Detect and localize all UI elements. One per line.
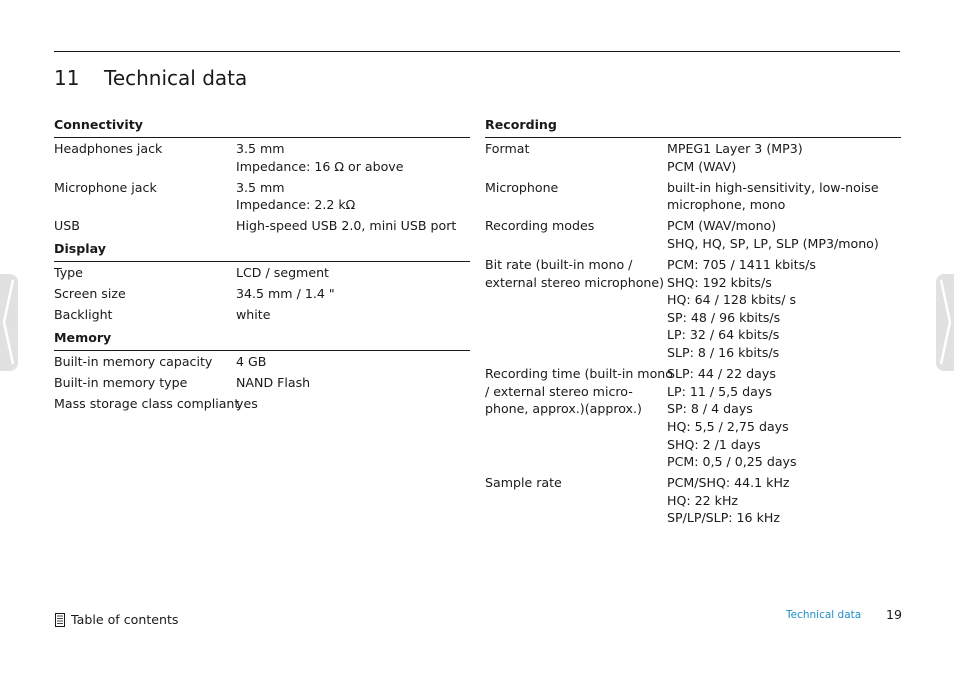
spec-value bbox=[236, 374, 470, 392]
spec-label bbox=[485, 179, 667, 214]
spec-value bbox=[236, 264, 470, 282]
spec-row bbox=[54, 217, 470, 235]
header-rule bbox=[54, 51, 900, 52]
spec-label-line: Backlight bbox=[54, 307, 113, 323]
chapter-title: Technical data bbox=[104, 66, 248, 90]
spec-value-line: Impedance: 16 Ω or above bbox=[236, 158, 404, 174]
spec-value-line: microphone, mono bbox=[667, 197, 786, 213]
spec-label bbox=[485, 140, 667, 175]
spec-label-line: phone, approx.)(approx.) bbox=[485, 401, 642, 417]
spec-label bbox=[54, 179, 236, 214]
spec-value-line: 34.5 mm / 1.4 " bbox=[236, 286, 335, 302]
chevron-right-icon bbox=[936, 274, 954, 371]
spec-row bbox=[485, 474, 901, 527]
spec-value-line: PCM/SHQ: 44.1 kHz bbox=[667, 475, 790, 491]
spec-value-line: yes bbox=[236, 395, 258, 411]
section-memory bbox=[54, 330, 470, 413]
spec-value-line: High-speed USB 2.0, mini USB port bbox=[236, 218, 457, 234]
spec-value-line: SP: 48 / 96 kbits/s bbox=[667, 309, 781, 325]
table-of-contents-label: Table of contents bbox=[71, 612, 179, 627]
spec-label bbox=[485, 256, 667, 362]
spec-value-line: 4 GB bbox=[236, 353, 267, 369]
spec-row bbox=[54, 306, 470, 324]
spec-row bbox=[485, 179, 901, 214]
spec-row bbox=[54, 179, 470, 214]
spec-label bbox=[485, 365, 673, 471]
spec-value bbox=[236, 306, 470, 324]
section-heading: Recording bbox=[485, 117, 901, 138]
spec-label bbox=[54, 374, 236, 392]
spec-label bbox=[54, 395, 240, 413]
section-recording bbox=[485, 117, 901, 527]
spec-label bbox=[54, 285, 236, 303]
spec-value-line: 3.5 mm bbox=[236, 141, 285, 156]
spec-value-line: SLP: 8 / 16 kbits/s bbox=[667, 345, 780, 361]
spec-value-line: built-in high-sensitivity, low-noise bbox=[667, 179, 879, 195]
spec-value bbox=[667, 140, 901, 175]
spec-value bbox=[667, 179, 901, 214]
spec-row bbox=[54, 395, 470, 413]
spec-value-line: HQ: 5,5 / 2,75 days bbox=[667, 418, 789, 434]
spec-label-line: Bit rate (built-in mono / bbox=[485, 257, 633, 273]
spec-row bbox=[485, 217, 901, 252]
section-heading: Display bbox=[54, 241, 470, 262]
table-of-contents-link[interactable] bbox=[55, 612, 179, 627]
spec-label bbox=[54, 264, 236, 282]
spec-label-line: Microphone jack bbox=[54, 179, 157, 195]
spec-row bbox=[54, 285, 470, 303]
spec-value-line: LP: 32 / 64 kbits/s bbox=[667, 327, 780, 343]
section-display bbox=[54, 241, 470, 324]
spec-label-line: Microphone bbox=[485, 179, 559, 195]
spec-label-line: Screen size bbox=[54, 286, 126, 302]
footer-section-link[interactable]: Technical data bbox=[786, 609, 862, 621]
chapter-number: 11 bbox=[54, 66, 80, 90]
spec-value-line: HQ: 22 kHz bbox=[667, 492, 739, 508]
spec-row bbox=[54, 264, 470, 282]
spec-value bbox=[236, 353, 470, 371]
left-column bbox=[54, 117, 470, 419]
spec-value-line: PCM (WAV) bbox=[667, 158, 737, 174]
spec-label bbox=[485, 474, 667, 527]
spec-value-line: SP/LP/SLP: 16 kHz bbox=[667, 510, 780, 526]
spec-value-line: MPEG1 Layer 3 (MP3) bbox=[667, 141, 803, 156]
spec-row bbox=[54, 374, 470, 392]
spec-label-line: Headphones jack bbox=[54, 141, 163, 156]
spec-value-line: SP: 8 / 4 days bbox=[667, 401, 753, 417]
spec-value-line: Impedance: 2.2 kΩ bbox=[236, 197, 356, 213]
spec-value-line: PCM: 705 / 1411 kbits/s bbox=[667, 257, 816, 273]
spec-label bbox=[54, 140, 236, 175]
spec-value-line: SLP: 44 / 22 days bbox=[667, 366, 776, 382]
spec-value bbox=[667, 256, 901, 362]
spec-value-line: SHQ: 2 /1 days bbox=[667, 436, 761, 452]
spec-label-line: Sample rate bbox=[485, 475, 562, 491]
previous-page-button[interactable] bbox=[0, 274, 18, 371]
document-list-icon bbox=[55, 613, 65, 627]
spec-label-line: / external stereo micro- bbox=[485, 383, 633, 399]
spec-label-line: Built-in memory type bbox=[54, 374, 188, 390]
spec-label-line: Format bbox=[485, 141, 530, 156]
spec-value bbox=[667, 474, 901, 527]
section-heading: Connectivity bbox=[54, 117, 470, 138]
spec-label-line: Type bbox=[54, 264, 83, 280]
spec-row bbox=[485, 256, 901, 362]
spec-value-line: 3.5 mm bbox=[236, 179, 285, 195]
spec-label bbox=[54, 217, 236, 235]
spec-label-line: Mass storage class compliant bbox=[54, 395, 240, 411]
spec-row bbox=[54, 353, 470, 371]
page-number: 19 bbox=[886, 607, 903, 622]
right-column bbox=[485, 117, 901, 533]
spec-value-line: PCM (WAV/mono) bbox=[667, 218, 777, 234]
section-connectivity bbox=[54, 117, 470, 235]
spec-value-line: LP: 11 / 5,5 days bbox=[667, 383, 772, 399]
chevron-left-icon bbox=[0, 274, 18, 371]
spec-value bbox=[667, 217, 901, 252]
spec-label-line: Built-in memory capacity bbox=[54, 353, 213, 369]
spec-label-line: external stereo microphone) bbox=[485, 274, 665, 290]
spec-value bbox=[236, 395, 470, 413]
spec-value bbox=[236, 140, 470, 175]
chapter-heading bbox=[54, 66, 247, 90]
spec-label-line: USB bbox=[54, 218, 80, 234]
spec-value-line: PCM: 0,5 / 0,25 days bbox=[667, 454, 797, 470]
next-page-button[interactable] bbox=[936, 274, 954, 371]
spec-value-line: HQ: 64 / 128 kbits/ s bbox=[667, 292, 797, 308]
spec-label bbox=[54, 306, 236, 324]
spec-label bbox=[54, 353, 236, 371]
spec-value-line: white bbox=[236, 307, 271, 323]
spec-value bbox=[236, 285, 470, 303]
spec-value bbox=[667, 365, 901, 471]
spec-value-line: NAND Flash bbox=[236, 374, 311, 390]
spec-row bbox=[485, 140, 901, 175]
spec-row bbox=[54, 140, 470, 175]
spec-label bbox=[485, 217, 667, 252]
spec-value-line: LCD / segment bbox=[236, 264, 329, 280]
spec-value bbox=[236, 179, 470, 214]
spec-value-line: SHQ, HQ, SP, LP, SLP (MP3/mono) bbox=[667, 235, 879, 251]
section-heading: Memory bbox=[54, 330, 470, 351]
spec-row bbox=[485, 365, 901, 471]
spec-label-line: Recording time (built-in mono bbox=[485, 366, 673, 382]
spec-value bbox=[236, 217, 470, 235]
spec-value-line: SHQ: 192 kbits/s bbox=[667, 274, 772, 290]
spec-label-line: Recording modes bbox=[485, 218, 595, 234]
